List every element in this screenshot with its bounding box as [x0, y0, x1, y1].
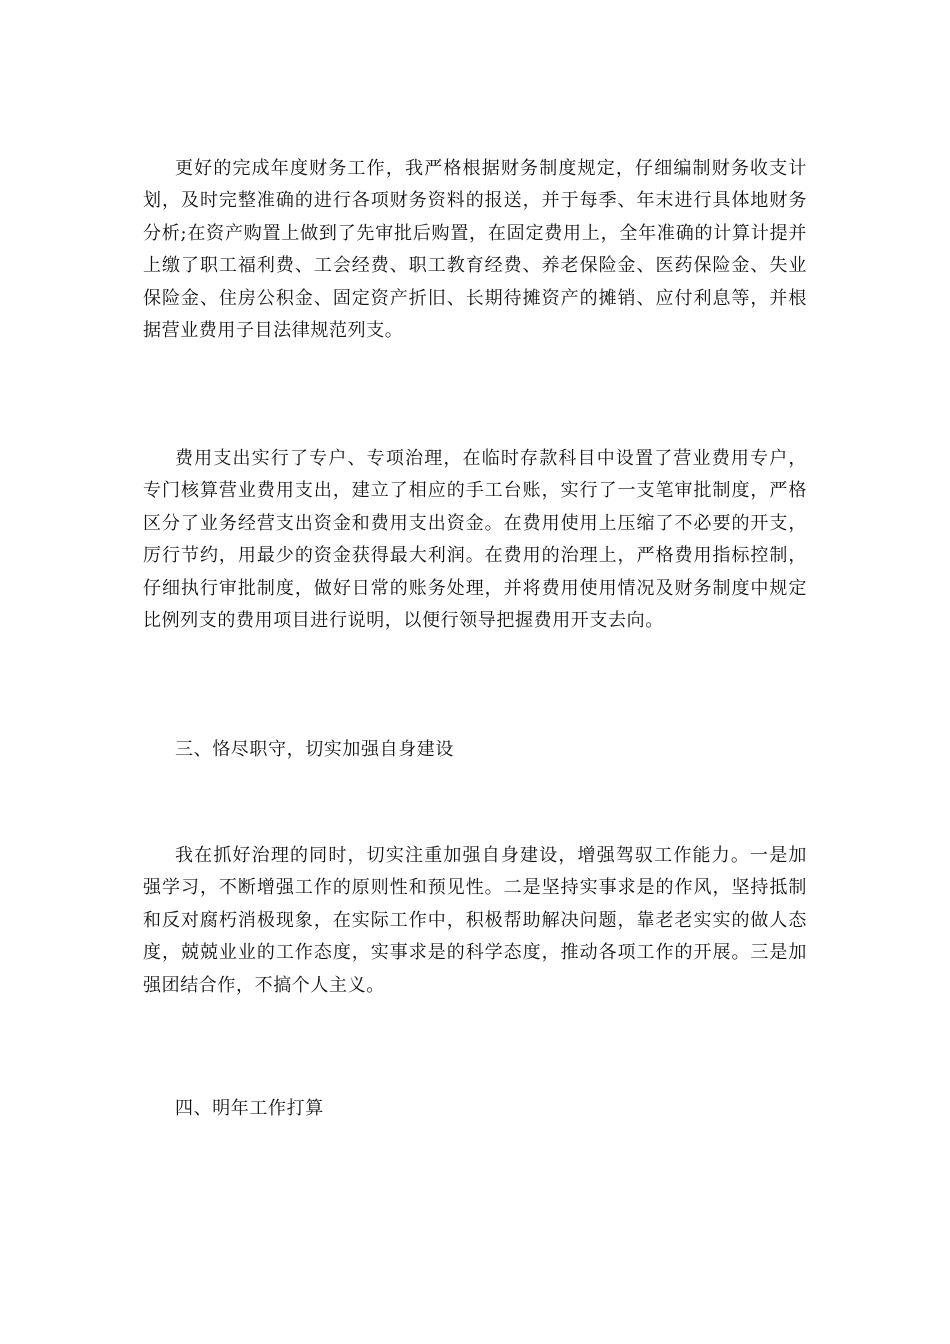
- body-paragraph: 费用支出实行了专户、专项治理，在临时存款科目中设置了营业费用专户，专门核算营业费用支出，建立了相应的手工台账，实行了一支笔审批制度，严格区分了业务经营支出资金和费用支出资金。在费用使用上压缩了不必要的开支，厉行节约，用最少的资金获得最大利润。在费用的治理上，严格费用指标控制，仔细执行审批制度，做好日常的账务处理，并将费用使用情况及财务制度中规定比例列支的费用项目进行说明，以便行领导把握费用开支去向。: [143, 448, 807, 632]
- body-paragraph: 更好的完成年度财务工作，我严格根据财务制度规定，仔细编制财务收支计划，及时完整准确的进行各项财务资料的报送，并于每季、年末进行具体地财务分析;在资产购置上做到了先审批后购置，在固定费用上，全年准确的计算计提并上缴了职工福利费、工会经费、职工教育经费、养老保险金、医药保险金、失业保险金、住房公积金、固定资产折旧、长期待摊资产的摊销、应付利息等，并根据营业费用子目法律规范列支。: [143, 158, 807, 342]
- section-heading: 三、恪尽职守，切实加强自身建设: [175, 739, 454, 760]
- body-paragraph: 我在抓好治理的同时，切实注重加强自身建设，增强驾驭工作能力。一是加强学习，不断增强工作的原则性和预见性。二是坚持实事求是的作风，坚持抵制和反对腐朽消极现象，在实际工作中，积极帮助解决问题，靠老老实实的做人态度，兢兢业业的工作态度，实事求是的科学态度，推动各项工作的开展。三是加强团结合作，不搞个人主义。: [143, 845, 807, 996]
- section-heading: 四、明年工作打算: [175, 1098, 324, 1119]
